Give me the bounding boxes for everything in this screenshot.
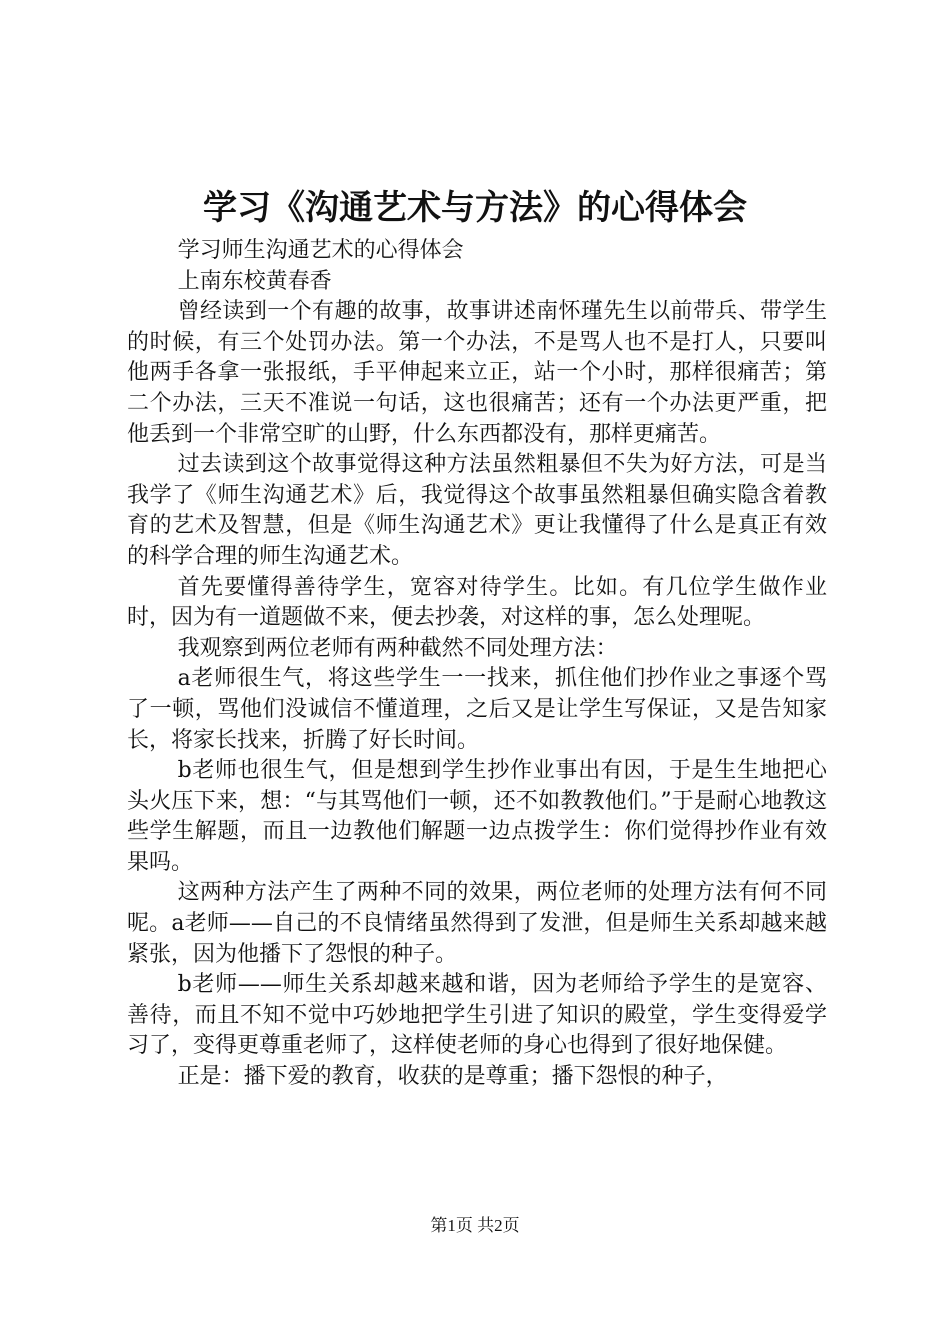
author-line: 上南东校黄春香: [177, 268, 332, 294]
paragraph: b老师——师生关系却越来越和谐，因为老师给予学生的是宽容、善待，而且不知不觉中巧妙地把学生引进了知识的殿堂，学生变得爱学习了，变得更尊重老师了，这样使老师的身心也得到了很好地保健。: [127, 972, 827, 1059]
paragraph: a老师很生气，将这些学生一一找来，抓住他们抄作业之事逐个骂了一顿，骂他们没诚信不懂道理，之后又是让学生写保证，又是告知家长，将家长找来，折腾了好长时间。: [127, 666, 827, 753]
page-title: 学习《沟通艺术与方法》的心得体会: [203, 188, 747, 228]
page-number-footer: 第1页 共2页: [430, 1216, 520, 1235]
subtitle: 学习师生沟通艺术的心得体会: [177, 238, 464, 263]
paragraph: 这两种方法产生了两种不同的效果，两位老师的处理方法有何不同呢。a老师——自己的不良情绪虽然得到了发泄，但是师生关系却越来越紧张，因为他播下了怨恨的种子。: [127, 880, 827, 967]
paragraph: 首先要懂得善待学生，宽容对待学生。比如。有几位学生做作业时，因为有一道题做不来，便去抄袭，对这样的事，怎么处理呢。: [127, 574, 827, 631]
document-body: [127, 236, 827, 1093]
paragraph: 我观察到两位老师有两种截然不同处理方法：: [177, 635, 618, 661]
paragraph: b老师也很生气，但是想到学生抄作业事出有因，于是生生地把心头火压下来，想：“与其骂他们一顿，还不如教教他们。”于是耐心地教这些学生解题，而且一边教他们解题一边点拨学生：你们觉得抄作业有效果吗。: [127, 758, 827, 875]
paragraph: 正是：播下爱的教育，收获的是尊重；播下怨恨的种子，: [177, 1064, 728, 1090]
paragraph: 曾经读到一个有趣的故事，故事讲述南怀瑾先生以前带兵、带学生的时候，有三个处罚办法。第一个办法，不是骂人也不是打人，只要叫他两手各拿一张报纸，手平伸起来立正，站一个小时，那样很痛苦；第二个办法，三天不准说一句话，这也很痛苦；还有一个办法更严重，把他丢到一个非常空旷的山野，什么东西都没有，那样更痛苦。: [127, 299, 827, 447]
paragraph: 过去读到这个故事觉得这种方法虽然粗暴但不失为好方法，可是当我学了《师生沟通艺术》后，我觉得这个故事虽然粗暴但确实隐含着教育的艺术及智慧，但是《师生沟通艺术》更让我懂得了什么是真正有效的科学合理的师生沟通艺术。: [127, 452, 827, 569]
